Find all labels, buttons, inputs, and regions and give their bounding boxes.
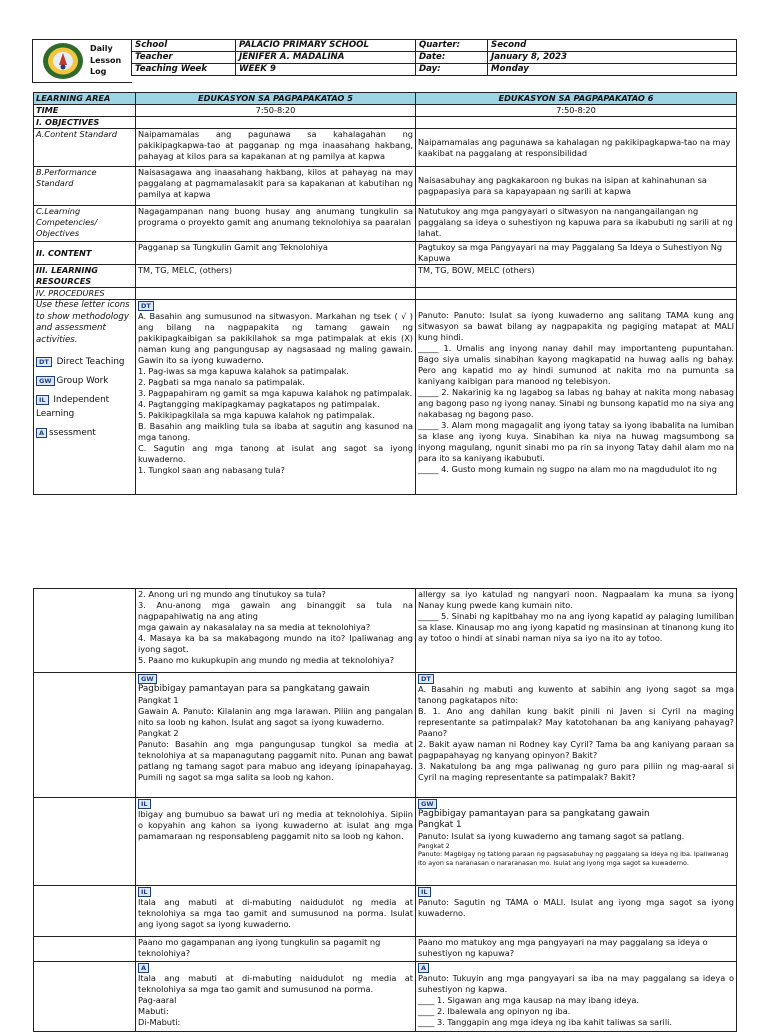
procedures-row (34, 288, 737, 300)
continuation-esp5 (136, 589, 416, 673)
objectives-esp6-cell (416, 117, 737, 129)
esp5-question-2: 2. Anong uri ng mundo ang tinutukoy sa tula? (138, 589, 326, 599)
objectives-label: I. OBJECTIVES (34, 117, 136, 129)
resources-row (34, 265, 737, 288)
esp6-story-question-3: 3. Nakatulong ba ang mga paliwanag ng guro para piliin ng mag-aaral si Cyril na maging representante sa patimpalak? Bakit? (418, 761, 734, 782)
esp6-item-3: _____ 3. Alam mong magagalit ang iyong tatay sa iyong ibabalita na lumiban sa klase ang iyong kuya. Sinabihan ka niya na huwag magsumbong sa inyong magulang, ngunit sinabi mo pa rin sa inyong Tatay dahil alam mo na para ito sa kaniyang ikabubuti. (418, 420, 734, 463)
group-activity-esp5 (136, 673, 416, 798)
objectives-esp5-cell (136, 117, 416, 129)
procedures-activity-row (34, 300, 737, 495)
lesson-table-page-1 (33, 92, 737, 495)
esp5-question-1: 1. Tungkol saan ang nabasang tula? (138, 465, 285, 475)
esp5-question-3: 3. Anu-anong mga gawain ang binanggit sa tula na nagpapahiwatig na ang ating (138, 600, 413, 621)
a-badge-icon: A (418, 963, 429, 973)
il-badge-icon: IL (138, 799, 151, 809)
a-badge-icon: A (36, 428, 47, 438)
esp6-activity-instruction: Panuto: Panuto: Isulat sa iyong kuwaderno ang salitang TAMA kung ang sitwasyon sa bawat bilang ay nagpapakita ng pagiging matapat at MALI kung hindi. (418, 310, 734, 342)
header-row-week (132, 64, 737, 76)
performance-standard-row (34, 167, 737, 206)
esp5-activity-item-5: 5. Pakikipagkilala sa mga kapuwa kalahok ng patimpalak. (138, 410, 375, 420)
esp5-group-title: Pagbibigay pamantayan para sa pangkatang gawain (138, 684, 370, 694)
objectives-row (34, 117, 737, 129)
independent-row (34, 886, 737, 937)
assessment-label-cell (34, 962, 136, 1032)
learning-area-esp5: EDUKASYON SA PAGPAPAKATAO 5 (136, 93, 416, 105)
header-info-table (131, 39, 737, 76)
assessment-esp5 (136, 962, 416, 1032)
resources-label: III. LEARNING RESOURCES (34, 265, 136, 288)
esp5-question-5: 5. Paano mo kukupkupin ang mundo ng media at teknolohiya? (138, 655, 395, 665)
esp5-activity-item-1: 1. Pag-iwas sa mga kapuwa kalahok sa patimpalak. (138, 366, 349, 376)
time-esp6: 7:50-8:20 (416, 105, 737, 117)
school-value: PALACIO PRIMARY SCHOOL (236, 40, 416, 52)
gw-badge-icon: GW (138, 674, 157, 684)
continuation-label-cell (34, 589, 136, 673)
date-label: Date: (416, 52, 488, 64)
gw-badge-icon: GW (36, 376, 55, 386)
esp6-item-5: _____ 5. Sinabi ng kapitbahay mo na ang iyong kapatid ay palaging lumiliban sa klase. Kinausap mo ang iyong kapatid ng masinsinan at tinanong kung ito ay totoo o hindi at sinabi naman niya sa iyo na ito ay totoo. (418, 611, 734, 643)
competencies-esp5: Nagagampanan nang buong husay ang anumang tungkulin sa programa o proyekto gamit ang anumang teknolohiya sa paaralan (136, 206, 416, 242)
learning-area-esp6: EDUKASYON SA PAGPAPAKATAO 6 (416, 93, 737, 105)
esp5-group-1: Pangkat 1 (138, 695, 179, 705)
esp6-story-question-1: B. 1. Ano ang dahilan kung bakit pinili ni Javen si Cyril na maging representante sa patimpalak? May katotohanan ba ang kaniyang pahayag? Paano? (418, 706, 734, 738)
day-value: Monday (488, 64, 737, 76)
competencies-esp6: Natutukoy ang mga pangyayari o sitwasyon na nangangailangan ng paggalang sa ideya o suhestiyon ng kapuwa para sa ikabubuti ng sarili at ng lahat. (416, 206, 737, 242)
independent-label-cell (34, 886, 136, 937)
day-label: Day: (416, 64, 488, 76)
generalization-row (34, 937, 737, 962)
esp5-group-2-task: Panuto: Basahin ang mga pangungusap tungkol sa media at teknolohiya at sa mapanagutang paggamit nito. Punan ang bawat patlang ng tamang sagot para mabuo ang ideyang ipinapahayag. Pumili ng sagot sa mga salita sa loob ng kahon. (138, 739, 413, 782)
date-value: January 8, 2023 (488, 52, 737, 64)
esp5-independent-task: Ibigay ang bumubuo sa bawat uri ng media at teknolohiya. Sipiin o kopyahin ang kahon sa iyong kuwaderno at isulat ang mga pamamaraan ng responsableng paggamit nito sa loob ng kahon. (138, 809, 413, 841)
continuation-row (34, 589, 737, 673)
content-label: II. CONTENT (34, 242, 136, 265)
dll-title-line-2: Lesson (90, 55, 122, 65)
il-badge-icon: IL (418, 887, 431, 897)
assessment-row (34, 962, 737, 1032)
procedures-esp5-activity (136, 300, 416, 495)
content-standard-esp6: Naipamamalas ang pagunawa sa kahalagan ng pakikipagkapwa-tao na may kaakibat na paggalang at responsibilidad (416, 129, 737, 167)
dt-badge-icon: DT (138, 301, 154, 311)
week-label: Teaching Week (132, 64, 236, 76)
esp6-independent-task: Panuto: Sagutin ng TAMA o MALI. Isulat ang iyong mga sagot sa iyong kuwaderno. (418, 897, 734, 918)
resources-esp6: TM, TG, BOW, MELC (others) (416, 265, 737, 288)
esp6-item-1: _____ 1. Umalis ang inyong nanay dahil may importanteng pupuntahan. Bago siya umalis sinabihan kayong magkapatid na huwag aalis ng bahay. Pero ang kapatid mo ay hindi sumunod at nakita mo na pumunta sa kaniyang kaibigan para manood ng telebisyon. (418, 343, 734, 386)
learning-area-label: LEARNING AREA (34, 93, 136, 105)
esp5-assessment-bad: Di-Mabuti: (138, 1017, 181, 1027)
independent-esp5 (136, 798, 416, 886)
resources-esp5: TM, TG, MELC, (others) (136, 265, 416, 288)
content-standard-label: A.Content Standard (34, 129, 136, 167)
performance-standard-esp5: Naisasagawa ang inaasahang hakbang, kilos at pahayag na may paggalang at pagmamalasakit para sa kapakanan at kabutihan ng pamilya at kapwa (136, 167, 416, 206)
esp6-story-question-2: 2. Bakit ayaw naman ni Rodney kay Cyril? Tama ba ang kaniyang paraan sa pagpapahayag ng kanyang opinyon? Bakit? (418, 739, 734, 760)
time-row (34, 105, 737, 117)
learning-area-row (34, 93, 737, 105)
content-standard-esp5: Naipamamalas ang pagunawa sa kahalagahan ng pakikipagkapwa-tao at pagganap ng mga inaasahang hakbang, pahayag at kilos para sa kapakanan at ng pamilya at kapwa (136, 129, 416, 167)
header-block (32, 39, 736, 83)
independent-esp5-2 (136, 886, 416, 937)
esp5-assessment-instruction: Itala ang mabuti at di-mabuting naidudulot ng media at teknolohiya sa mga tao gamit and sumusunod na porma. (138, 973, 413, 994)
esp6-assessment-item-1: ____ 1. Sigawan ang mga kausap na may ibang ideya. (418, 995, 639, 1005)
quarter-value: Second (488, 40, 737, 52)
esp5-group-1-task: Gawain A. Panuto: Kilalanin ang mga larawan. Piliin ang pangalan nito sa loob ng kahon. Isulat ang sagot sa iyong kuwaderno. (138, 706, 413, 727)
il-badge-icon: IL (138, 887, 151, 897)
independent-group-row (34, 798, 737, 886)
content-esp5: Pagganap sa Tungkulin Gamit ang Teknolohiya (136, 242, 416, 265)
esp5-activity-item-4: 4. Pagtangging makipagkamay pagkatapos ng patimpalak. (138, 399, 380, 409)
procedures-esp6-cell (416, 288, 737, 300)
procedures-label: IV. PROCEDURES (34, 288, 136, 300)
legend-assessment: A ssessment (36, 426, 133, 440)
legend-cell (34, 300, 136, 495)
competencies-label: C.Learning Competencies/ Objectives (34, 206, 136, 242)
esp6-group-1: Pangkat 1 (418, 820, 462, 830)
teacher-value: JENIFER A. MADALINA (236, 52, 416, 64)
gw-badge-icon: GW (418, 799, 437, 809)
esp5-activity-c: C. Sagutin ang mga tanong at isulat ang sagot sa iyong kuwaderno. (138, 443, 413, 464)
esp6-group-2: Pangkat 2 (418, 842, 450, 850)
quarter-label: Quarter: (416, 40, 488, 52)
esp5-activity-b: B. Basahin ang maikling tula sa ibaba at sagutin ang kasunod na mga tanong. (138, 421, 413, 442)
performance-standard-label: B.Performance Standard (34, 167, 136, 206)
esp5-group-2: Pangkat 2 (138, 728, 179, 738)
continuation-esp6 (416, 589, 737, 673)
a-badge-icon: A (138, 963, 149, 973)
discussion-esp6 (416, 673, 737, 798)
school-label: School (132, 40, 236, 52)
lesson-table-page-2 (33, 588, 737, 1032)
legend-independent-learning: IL Independent Learning (36, 395, 110, 419)
esp5-activity-item-3: 3. Pagpapahiram ng gamit sa mga kapuwa kalahok ng patimpalak. (138, 388, 413, 398)
dll-title-line-3: Log (90, 67, 107, 76)
week-value: WEEK 9 (236, 64, 416, 76)
generalization-label-cell (34, 937, 136, 962)
assessment-esp6 (416, 962, 737, 1032)
procedures-esp5-cell (136, 288, 416, 300)
performance-standard-esp6: Naisasabuhay ang pagkakaroon ng bukas na isipan at kahinahunan sa pagpapasiya para sa kapayapaan ng sarili at kapwa (416, 167, 737, 206)
teacher-label: Teacher (132, 52, 236, 64)
esp6-story-instruction: A. Basahin ng mabuti ang kuwento at sabihin ang iyong sagot sa mga tanong pagkatapos nito: (418, 684, 734, 705)
time-esp5: 7:50-8:20 (136, 105, 416, 117)
content-esp6: Pagtukoy sa mga Pangyayari na may Paggalang Sa Ideya o Suhestiyon Ng Kapuwa (416, 242, 737, 265)
esp6-item-2: _____ 2. Nakarinig ka ng lagabog sa labas ng bahay at nakita mong nabasag ang bagong paso ng iyong nanay. Sinabi ng bunsong kapatid mo na siya ang nakabasag ng bagong paso. (418, 387, 734, 419)
header-row-school (132, 40, 737, 52)
esp6-assessment-item-2: ____ 2. Ibalewala ang opinyon ng iba. (418, 1006, 571, 1016)
esp5-question-3-cont: mga gawain ay nakasalalay na sa media at teknolohiya? (138, 622, 371, 632)
esp6-item-4-cont: allergy sa iyo katulad ng nangyari noon. Nagpaalam ka muna sa iyong Nanay kung pwede kang kumain nito. (418, 589, 734, 610)
dt-badge-icon: DT (36, 357, 52, 367)
esp5-question-4: 4. Masaya ka ba sa makabagong mundo na ito? Ipaliwanag ang iyong sagot. (138, 633, 413, 654)
generalization-esp5: Paano mo gagampanan ang iyong tungkulin sa pagamit ng teknolohiya? (136, 937, 416, 962)
procedures-esp6-activity (416, 300, 737, 495)
group-activity-esp6 (416, 798, 737, 886)
esp6-group-1-task: Panuto: Isulat sa iyong kuwaderno ang tamang sagot sa patlang. (418, 831, 685, 841)
esp5-activity-instruction: A. Basahin ang sumusunod na sitwasyon. Markahan ng tsek ( √ ) ang bilang na nagpapakita ng tamang gawain ng pakikipagkaibigan sa pakikilahok sa mga patimpalak at ekis (X) naman kung ang pangungusap ay nagsasaad ng maling gawain. Gawin ito sa iyong kuwaderno. (138, 311, 413, 365)
esp6-assessment-instruction: Panuto: Tukuyin ang mga pangyayari sa iba na may paggalang sa ideya o suhestiyon ng kapwa. (418, 973, 734, 994)
il-badge-icon: IL (36, 395, 49, 405)
esp5-assessment-good: Mabuti: (138, 1006, 169, 1016)
esp6-item-4: _____ 4. Gusto mong kumain ng sugpo na alam mo na magdudulot ito ng (418, 464, 717, 474)
generalization-esp6: Paano mo matukoy ang mga pangyayari na may paggalang sa ideya o suhestiyon ng kapuwa? (416, 937, 737, 962)
esp6-assessment-item-3: ____ 3. Tanggapin ang mga ideya ng iba kahit taliwas sa sarili. (418, 1017, 672, 1027)
independent-esp6 (416, 886, 737, 937)
esp6-group-title: Pagbibigay pamantayan para sa pangkatang gawain (418, 809, 650, 819)
deped-seal-icon (38, 41, 88, 81)
legend-group-work: GW Group Work (36, 374, 133, 388)
competencies-row (34, 206, 737, 242)
esp5-assessment-category: Pag-aaral (138, 995, 177, 1005)
legend-text: Use these letter icons to show methodology and assessment activities. (36, 300, 130, 345)
content-standard-row (34, 129, 737, 167)
time-label: TIME (34, 105, 136, 117)
dt-badge-icon: DT (418, 674, 434, 684)
esp5-activity-item-2: 2. Pagbati sa mga nanalo sa patimpalak. (138, 377, 305, 387)
group-activity-row (34, 673, 737, 798)
esp6-group-2-task: Panuto: Magbigay ng tatlong paraan ng pagsasabuhay ng paggalang sa ideya ng iba. Ipaliwanag ito ayon sa naranasan o nararanasan mo. Isulat ang iyong mga sagot sa kuwaderno. (418, 850, 729, 867)
esp5-independent-task-2: Itala ang mabuti at di-mabuting naidudulot ng media at teknolohiya sa mga tao gamit and sumusunod na porma. Isulat ang iyong sagot sa iyong kuwaderno. (138, 897, 413, 929)
content-row (34, 242, 737, 265)
independent-group-label-cell (34, 798, 136, 886)
header-row-teacher (132, 52, 737, 64)
legend-direct-teaching: DT Direct Teaching (36, 355, 133, 369)
dll-title-line-1: Daily (90, 44, 113, 53)
group-activity-label-cell (34, 673, 136, 798)
